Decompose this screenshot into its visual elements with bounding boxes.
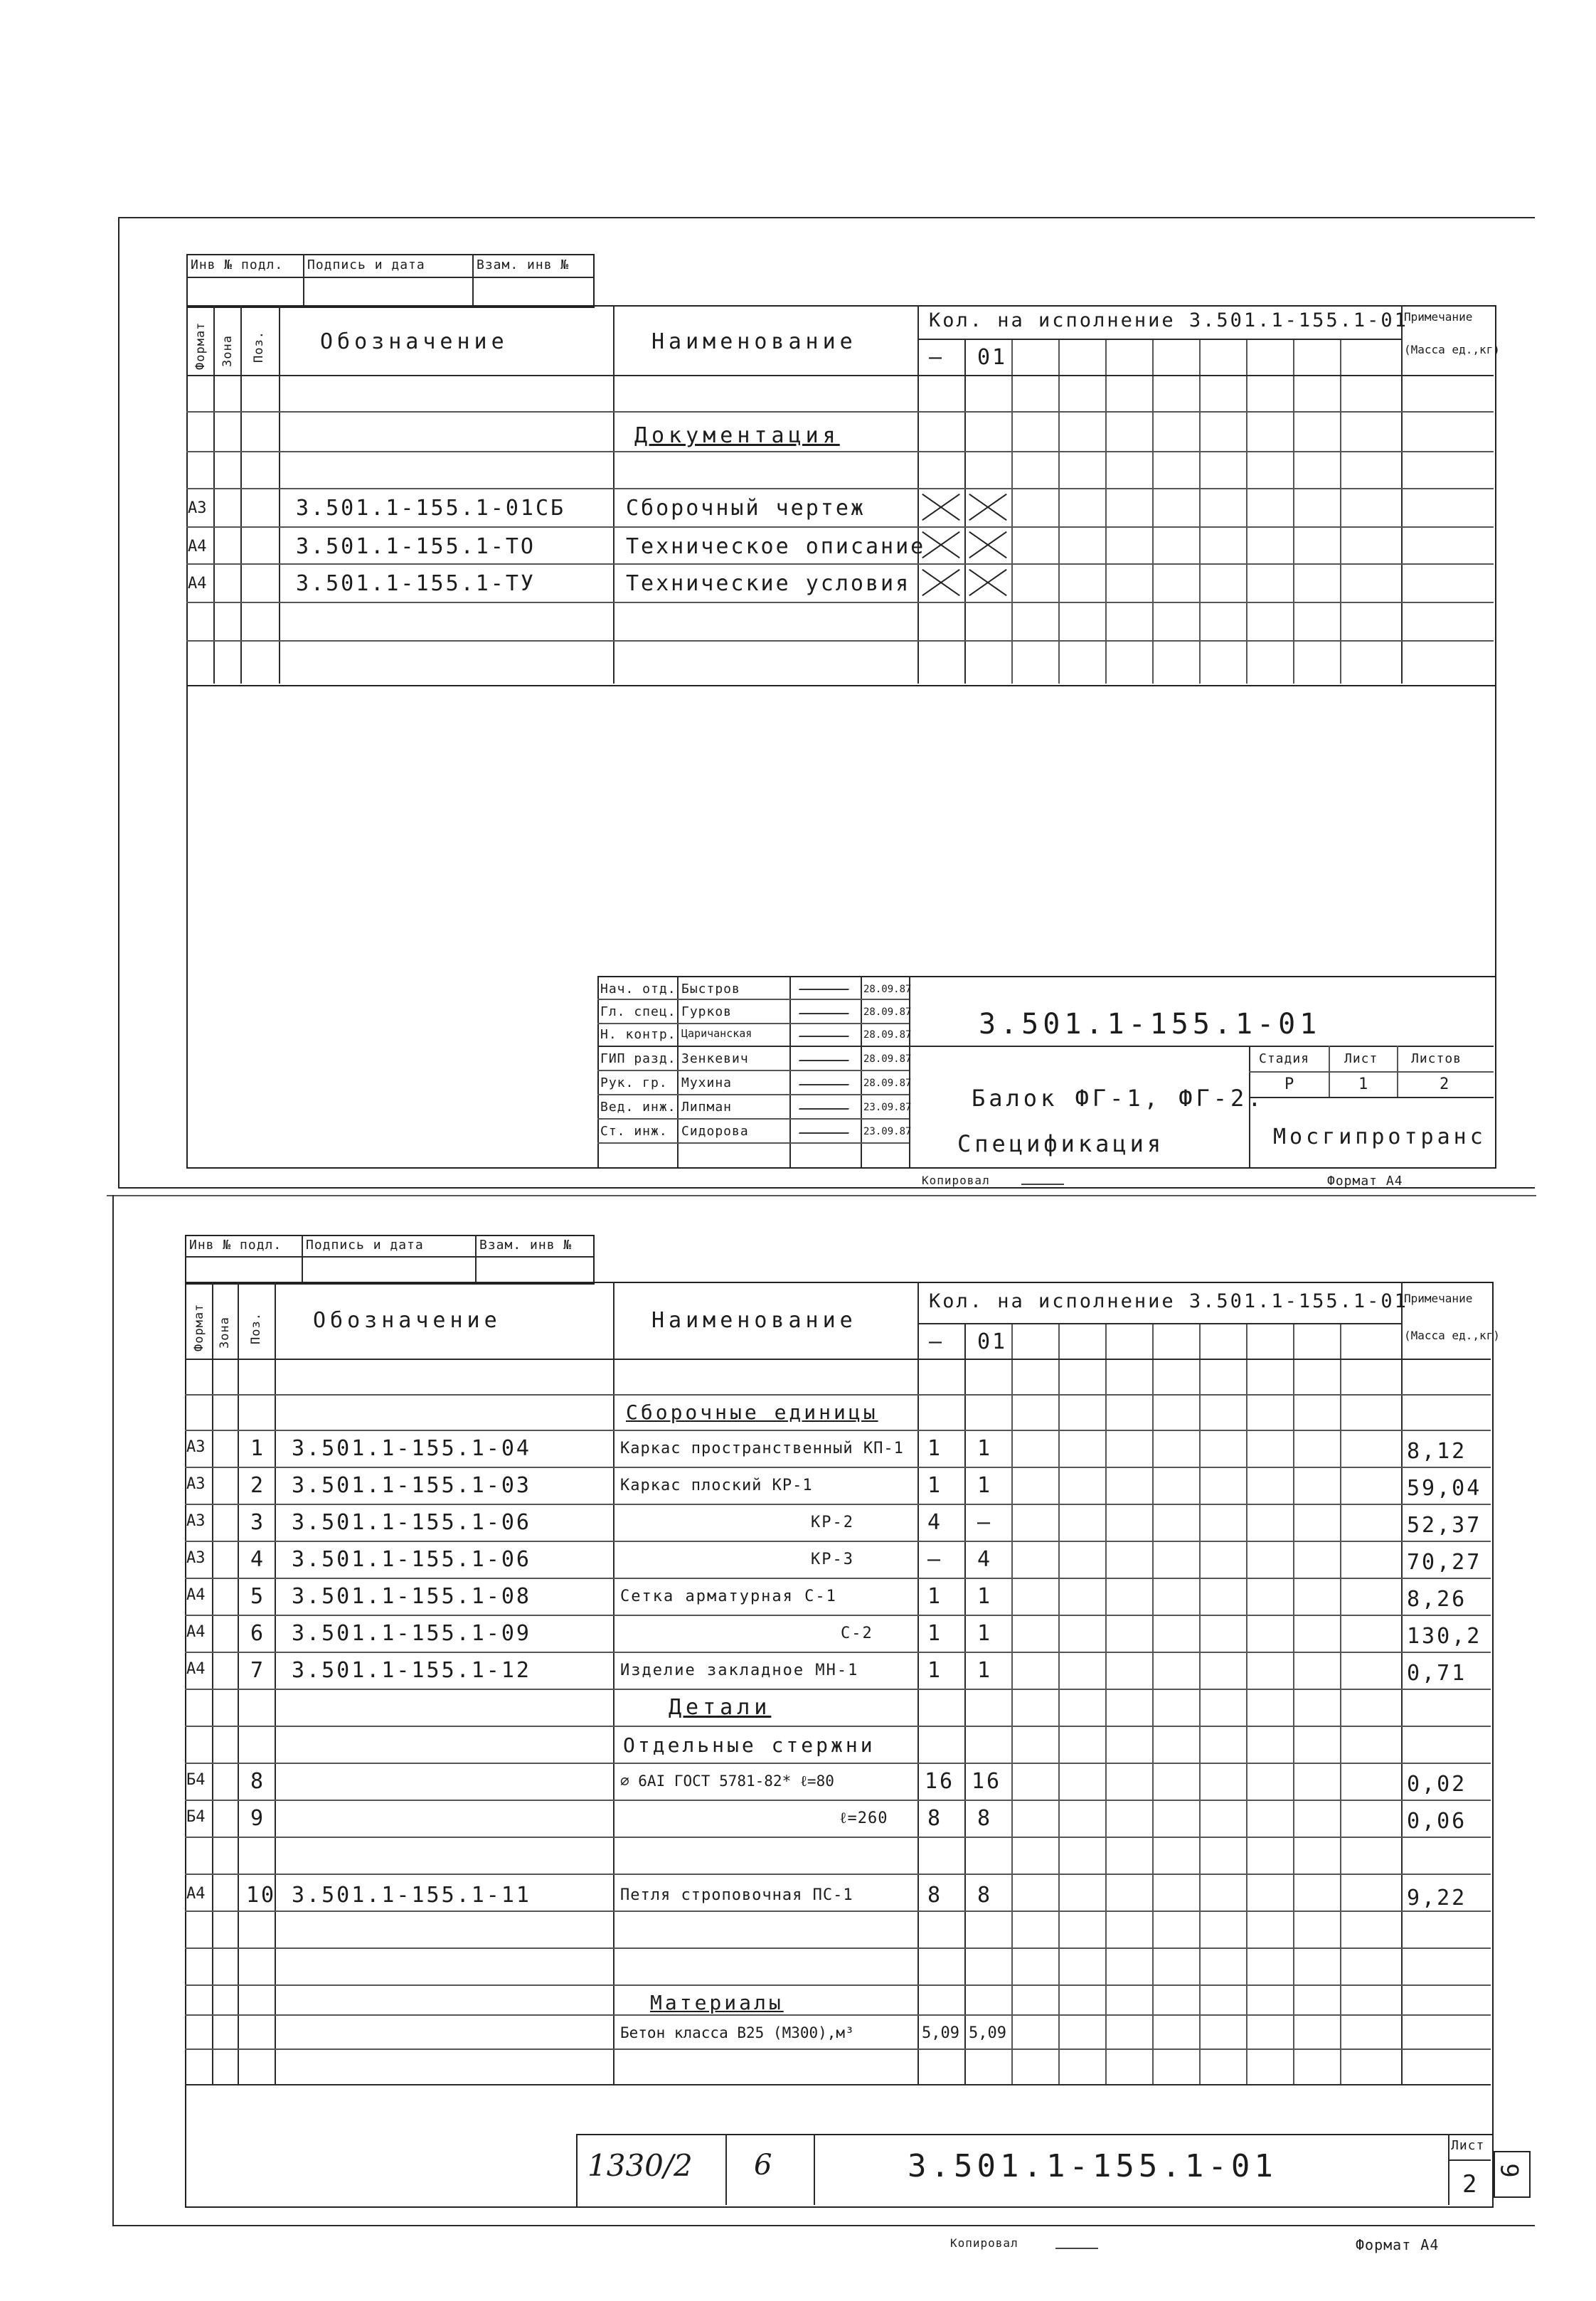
row-q2: 1 bbox=[977, 1436, 993, 1461]
row-name: Сетка арматурная С-1 bbox=[620, 1588, 837, 1605]
tb-title-line1: Балок ФГ-1, ФГ-2. bbox=[972, 1085, 1265, 1112]
row-note: 59,04 bbox=[1407, 1476, 1482, 1501]
row-format: А4 bbox=[186, 1660, 206, 1678]
row-note: 52,37 bbox=[1407, 1513, 1482, 1538]
top-col-note-sub: (Масса ед.,кг) bbox=[1404, 343, 1500, 356]
top-col-var-01: 01 bbox=[977, 345, 1008, 370]
top-row2-designation: 3.501.1-155.1-ТО bbox=[296, 534, 536, 559]
row-q2: 1 bbox=[977, 1621, 993, 1646]
row-designation: 3.501.1-155.1-08 bbox=[292, 1584, 531, 1609]
row-pos: 6 bbox=[250, 1621, 266, 1646]
row-name: Петля строповочная ПС-1 bbox=[620, 1886, 853, 1904]
row-format: А3 bbox=[186, 1475, 206, 1493]
tb-sheet: 1 bbox=[1358, 1075, 1369, 1093]
handwritten-number: 1330/2 bbox=[587, 2148, 693, 2183]
row-q2: 16 bbox=[972, 1769, 1002, 1794]
top-row3-designation: 3.501.1-155.1-ТУ bbox=[296, 571, 536, 596]
tb-date-0: 28.09.87 bbox=[863, 984, 912, 995]
top-section-documentation: Документация bbox=[634, 423, 840, 448]
bottom-col-var-dash: — bbox=[929, 1329, 945, 1354]
tb-role-2: Н. контр. bbox=[600, 1027, 676, 1042]
row-q2: 4 bbox=[977, 1547, 993, 1572]
tb-stage-label: Стадия bbox=[1259, 1051, 1310, 1066]
tb-role-4: Рук. гр. bbox=[600, 1075, 668, 1090]
top-stamp-vzam: Взам. инв № bbox=[477, 257, 570, 272]
row-name: КР-3 bbox=[811, 1551, 854, 1568]
top-row1-name: Сборочный чертеж bbox=[626, 496, 866, 521]
tb-sheets: 2 bbox=[1440, 1075, 1450, 1093]
row-name: Каркас пространственный КП-1 bbox=[620, 1440, 904, 1457]
row-note: 0,02 bbox=[1407, 1772, 1467, 1797]
row-format: А4 bbox=[186, 1586, 206, 1604]
row-format: А4 bbox=[186, 1623, 206, 1641]
bottom-stamp-vzam: Взам. инв № bbox=[479, 1238, 573, 1253]
row-note: 8,26 bbox=[1407, 1587, 1467, 1612]
signature-mark bbox=[799, 1003, 853, 1014]
row-designation: 3.501.1-155.1-09 bbox=[292, 1621, 531, 1646]
row-q2: 8 bbox=[977, 1806, 993, 1831]
top-footer-format: Формат А4 bbox=[1327, 1174, 1403, 1189]
row-designation: 3.501.1-155.1-03 bbox=[292, 1473, 531, 1498]
tb-role-0: Нач. отд. bbox=[600, 982, 676, 997]
tb-name-6: Сидорова bbox=[681, 1124, 749, 1139]
row-q1: 1 bbox=[927, 1584, 943, 1609]
top-row3-name: Технические условия bbox=[626, 571, 911, 596]
signature-mark bbox=[799, 1074, 853, 1085]
copier-signature bbox=[1021, 1174, 1064, 1185]
section-details: Детали bbox=[669, 1695, 772, 1720]
bottom-col-var-01: 01 bbox=[977, 1329, 1008, 1354]
tb-name-5: Липман bbox=[681, 1100, 733, 1115]
signature-mark bbox=[799, 1026, 853, 1037]
tb-sheet-label: Лист bbox=[1344, 1051, 1378, 1066]
row-pos: 7 bbox=[250, 1658, 266, 1683]
row-q1: 4 bbox=[927, 1510, 943, 1535]
signature-mark bbox=[799, 979, 853, 990]
tb-role-6: Ст. инж. bbox=[600, 1124, 668, 1139]
row-pos: 1 bbox=[250, 1436, 266, 1461]
row-q2: 1 bbox=[977, 1658, 993, 1683]
row-name: ℓ=260 bbox=[839, 1810, 888, 1827]
row-name: Каркас плоский КР-1 bbox=[620, 1477, 813, 1494]
top-row1-designation: 3.501.1-155.1-01СБ bbox=[296, 496, 566, 521]
tb-name-2: Царичанская bbox=[681, 1027, 752, 1040]
row-pos: 9 bbox=[250, 1806, 266, 1831]
signature-mark bbox=[799, 1122, 853, 1134]
row-designation: 3.501.1-155.1-06 bbox=[292, 1547, 531, 1572]
material-name: Бетон класса В25 (М300),м³ bbox=[620, 2024, 854, 2041]
row-format: Б4 bbox=[186, 1808, 206, 1826]
row-name: ⌀ 6АI ГОСТ 5781-82* ℓ=80 bbox=[620, 1773, 834, 1790]
bottom-col-designation: Обозначение bbox=[313, 1308, 501, 1333]
top-col-format: Формат bbox=[193, 321, 208, 370]
row-q1: 8 bbox=[927, 1806, 943, 1831]
row-pos: 4 bbox=[250, 1547, 266, 1572]
row-name: КР-2 bbox=[811, 1514, 854, 1531]
material-q1: 5,09 bbox=[922, 2024, 959, 2042]
row-pos: 2 bbox=[250, 1473, 266, 1498]
footer-sheet-number: 2 bbox=[1462, 2170, 1479, 2199]
row-q1: 1 bbox=[927, 1621, 943, 1646]
top-footer-copied: Копировал bbox=[922, 1174, 990, 1187]
top-col-designation: Обозначение bbox=[320, 329, 509, 354]
row-pos: 10 bbox=[246, 1883, 277, 1908]
row-name: С-2 bbox=[841, 1625, 873, 1642]
tb-date-4: 28.09.87 bbox=[863, 1078, 912, 1089]
bottom-footer-format: Формат А4 bbox=[1356, 2236, 1440, 2253]
row-format: А3 bbox=[186, 1512, 206, 1530]
row-note: 0,06 bbox=[1407, 1809, 1467, 1834]
row-format: А3 bbox=[186, 1549, 206, 1567]
tb-date-5: 23.09.87 bbox=[863, 1102, 912, 1113]
row-designation: 3.501.1-155.1-06 bbox=[292, 1510, 531, 1535]
bottom-col-note-sub: (Масса ед.,кг) bbox=[1404, 1329, 1500, 1342]
material-q2: 5,09 bbox=[969, 2024, 1006, 2042]
tb-stage: Р bbox=[1284, 1075, 1295, 1093]
row-format: А4 bbox=[186, 1885, 206, 1903]
bottom-col-format: Формат bbox=[192, 1303, 206, 1351]
bottom-footer-copied: Копировал bbox=[950, 2236, 1018, 2250]
bottom-stamp-inv: Инв № подл. bbox=[189, 1238, 282, 1253]
bottom-col-zone: Зона bbox=[218, 1317, 232, 1349]
tb-org: Мосгипротранс bbox=[1273, 1125, 1486, 1149]
row-q1: 1 bbox=[927, 1473, 943, 1498]
row-pos: 3 bbox=[250, 1510, 266, 1535]
row-note: 0,71 bbox=[1407, 1661, 1467, 1686]
row-q1: — bbox=[927, 1547, 943, 1572]
row-format: Б4 bbox=[186, 1771, 206, 1789]
top-row1-format: А3 bbox=[188, 499, 207, 517]
top-col-var-dash: — bbox=[929, 345, 945, 370]
row-q1: 1 bbox=[927, 1436, 943, 1461]
top-row2-name: Техническое описание bbox=[626, 534, 926, 559]
tb-date-1: 28.09.87 bbox=[863, 1006, 912, 1018]
side-tab-number: 9 bbox=[1494, 2163, 1523, 2180]
tb-role-3: ГИП разд. bbox=[600, 1051, 676, 1066]
tb-name-4: Мухина bbox=[681, 1075, 733, 1090]
row-designation: 3.501.1-155.1-12 bbox=[292, 1658, 531, 1683]
row-q2: 1 bbox=[977, 1584, 993, 1609]
row-format: А3 bbox=[186, 1438, 206, 1456]
section-assembly: Сборочные единицы bbox=[626, 1401, 878, 1424]
tb-role-1: Гл. спец. bbox=[600, 1004, 676, 1019]
top-col-qty-header: Кол. на исполнение 3.501.1-155.1-01 bbox=[929, 309, 1408, 331]
top-row3-format: А4 bbox=[188, 575, 207, 592]
row-designation: 3.501.1-155.1-04 bbox=[292, 1436, 531, 1461]
row-q2: 1 bbox=[977, 1473, 993, 1498]
row-pos: 5 bbox=[250, 1584, 266, 1609]
top-col-pos: Поз. bbox=[252, 331, 266, 363]
row-q2: — bbox=[977, 1510, 993, 1535]
row-q1: 1 bbox=[927, 1658, 943, 1683]
top-stamp-sign: Подпись и дата bbox=[307, 257, 425, 272]
top-row2-format: А4 bbox=[188, 538, 207, 556]
tb-title-line2: Спецификация bbox=[957, 1130, 1165, 1157]
bottom-col-name: Наименование bbox=[651, 1308, 857, 1333]
bottom-stamp-sign: Подпись и дата bbox=[306, 1238, 424, 1253]
tb-date-2: 28.09.87 bbox=[863, 1029, 912, 1041]
tb-name-3: Зенкевич bbox=[681, 1051, 749, 1066]
top-col-note: Примечание bbox=[1404, 310, 1473, 324]
section-materials: Материалы bbox=[650, 1991, 784, 2014]
tb-role-5: Вед. инж. bbox=[600, 1100, 676, 1115]
tb-date-3: 28.09.87 bbox=[863, 1053, 912, 1065]
tb-doc-code: 3.501.1-155.1-01 bbox=[979, 1008, 1321, 1041]
tb-sheets-label: Листов bbox=[1411, 1051, 1462, 1066]
bottom-col-pos: Поз. bbox=[249, 1312, 263, 1344]
row-q1: 16 bbox=[925, 1769, 955, 1794]
top-stamp-inv: Инв № подл. bbox=[191, 257, 284, 272]
row-q1: 8 bbox=[927, 1883, 943, 1908]
row-q2: 8 bbox=[977, 1883, 993, 1908]
signature-mark bbox=[799, 1098, 853, 1110]
top-col-zone: Зона bbox=[220, 335, 235, 367]
footer-doc-code: 3.501.1-155.1-01 bbox=[908, 2148, 1277, 2184]
sheet-divider bbox=[107, 1195, 1536, 1196]
top-col-name: Наименование bbox=[651, 329, 857, 354]
tb-name-1: Гурков bbox=[681, 1004, 733, 1019]
footer-sheet-label: Лист bbox=[1451, 2138, 1485, 2153]
row-pos: 8 bbox=[250, 1769, 266, 1794]
copier-signature bbox=[1055, 2238, 1098, 2249]
row-note: 9,22 bbox=[1407, 1886, 1467, 1911]
handwritten-sheet: 6 bbox=[754, 2149, 772, 2182]
row-name: Изделие закладное МН-1 bbox=[620, 1662, 859, 1679]
bottom-col-note: Примечание bbox=[1404, 1292, 1473, 1305]
signature-mark bbox=[799, 1050, 853, 1061]
row-designation: 3.501.1-155.1-11 bbox=[292, 1883, 531, 1908]
row-note: 70,27 bbox=[1407, 1550, 1482, 1575]
tb-date-6: 23.09.87 bbox=[863, 1126, 912, 1137]
row-note: 130,2 bbox=[1407, 1624, 1482, 1649]
tb-name-0: Быстров bbox=[681, 982, 740, 997]
bottom-col-qty-header: Кол. на исполнение 3.501.1-155.1-01 bbox=[929, 1290, 1408, 1312]
section-bars: Отдельные стержни bbox=[623, 1733, 876, 1757]
row-note: 8,12 bbox=[1407, 1439, 1467, 1464]
